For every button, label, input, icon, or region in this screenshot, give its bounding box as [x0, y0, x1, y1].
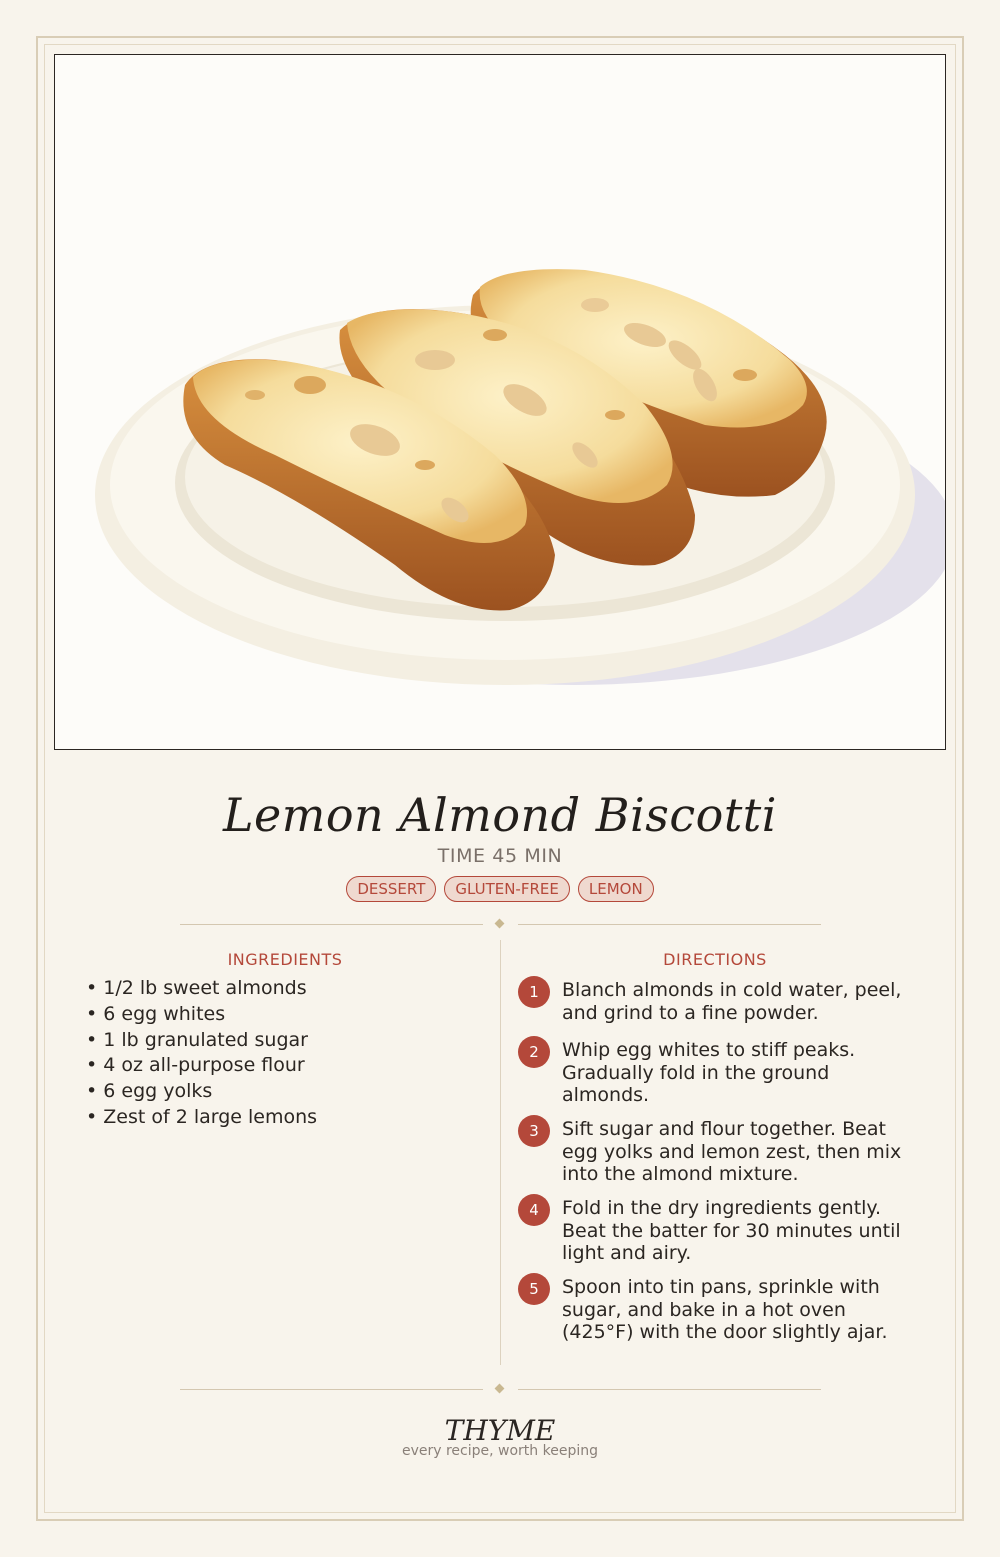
list-item: • 6 egg whites [86, 1002, 226, 1025]
recipe-time: TIME 45 MIN [437, 845, 563, 867]
tag-gluten-free[interactable]: GLUTEN-FREE [444, 876, 570, 902]
step-number-badge: 1 [518, 976, 550, 1008]
step-number-badge: 4 [518, 1194, 550, 1226]
biscotti-illustration [55, 55, 945, 749]
divider-bottom-right [518, 1389, 821, 1390]
list-item: • 4 oz all-purpose flour [86, 1054, 305, 1077]
list-item: • 1/2 lb sweet almonds [86, 977, 307, 999]
step-text: Sift sugar and flour together. Beat egg yolks and lemon zest, then mix into the almond mixture. [562, 1118, 902, 1185]
step-number-badge: 3 [518, 1115, 550, 1147]
list-item: • Zest of 2 large lemons [86, 1105, 318, 1128]
recipe-title: Lemon Almond Biscotti [222, 788, 778, 842]
step-text: Fold in the dry ingredients gently. Beat the batter for 30 minutes until light and airy. [562, 1197, 901, 1264]
brand-logo: THYME [444, 1414, 556, 1447]
step-text: Whip egg whites to stiff peaks. Gradually fold in the ground almonds. [562, 1039, 856, 1106]
directions-heading: DIRECTIONS [663, 950, 767, 969]
ingredients-list [86, 976, 486, 1131]
step-number-badge: 5 [518, 1273, 550, 1305]
ingredients-heading: INGREDIENTS [227, 950, 343, 969]
step-text: Spoon into tin pans, sprinkle with sugar, and bake in a hot oven (425°F) with the door slightly ajar. [562, 1276, 888, 1343]
recipe-photo [54, 54, 946, 750]
tag-list [0, 876, 1000, 902]
brand-tagline: every recipe, worth keeping [401, 1443, 598, 1459]
tag-lemon[interactable]: LEMON [578, 876, 654, 902]
step-text: Blanch almonds in cold water, peel, and grind to a fine powder. [562, 979, 902, 1024]
list-item: • 6 egg yolks [86, 1080, 213, 1103]
divider-top-left [180, 924, 483, 925]
column-divider [500, 940, 501, 1365]
divider-top-right [518, 924, 821, 925]
tag-dessert[interactable]: DESSERT [346, 876, 436, 902]
list-item: • 1 lb granulated sugar [86, 1028, 308, 1051]
step-number-badge: 2 [518, 1036, 550, 1068]
divider-bottom-left [180, 1389, 483, 1390]
